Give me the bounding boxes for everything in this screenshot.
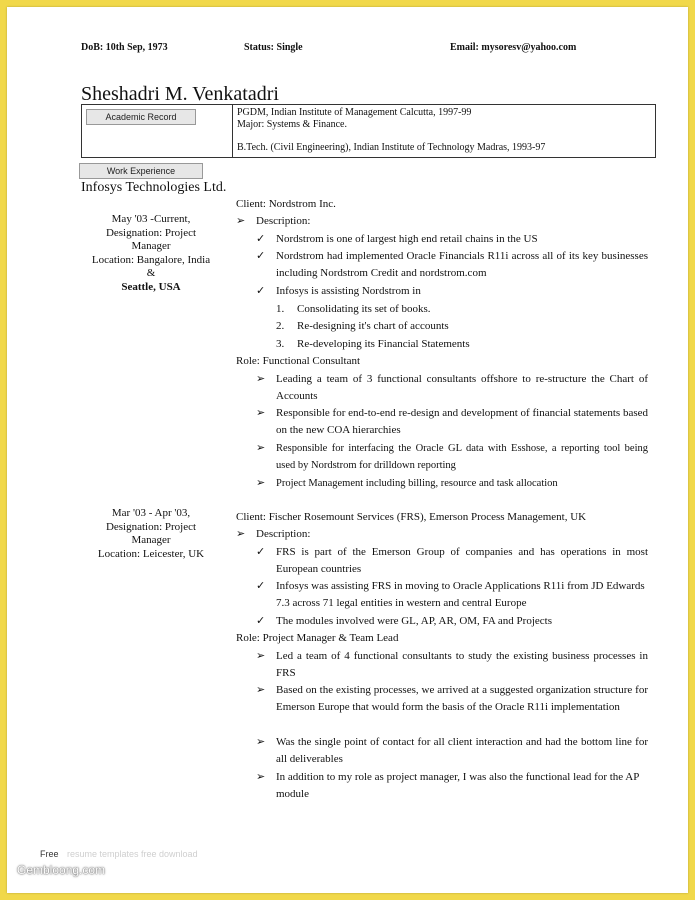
job1-numbered-3: Re-developing its Financial Statements [297, 338, 470, 350]
arrow-bullet-icon: ➢ [256, 442, 266, 454]
job2-summary [76, 507, 226, 561]
footer-page-marker: Free [40, 849, 59, 859]
job2-location: Location: Leicester, UK [97, 547, 205, 560]
job2-role-item-4: In addition to my role as project manager, I was also the functional lead for the AP module [276, 771, 639, 801]
company-name: Infosys Technologies Ltd. [81, 180, 227, 195]
email-text: Email: mysoresv@yahoo.com [450, 42, 577, 53]
job1-client: Client: Nordstrom Inc. [236, 198, 336, 210]
job1-role-item-2: Responsible for end-to-end re-design and development of financial statements based on the new COA hierarchies [276, 407, 648, 437]
job1-desc-item-2: Nordstrom had implemented Oracle Financials R11i across all of its key businesses including Nordstrom Credit and nordstrom.com [276, 250, 648, 280]
job2-desc-item-1: FRS is part of the Emerson Group of companies and has operations in most European countries [276, 546, 648, 576]
numbered-marker-3: 3. [276, 338, 285, 350]
job1-description-heading: Description: [256, 215, 311, 227]
arrow-bullet-icon: ➢ [256, 407, 266, 419]
work-experience-label: Work Experience [79, 163, 203, 179]
job1-summary [76, 213, 226, 294]
check-bullet-icon: ✓ [256, 580, 266, 592]
check-bullet-icon: ✓ [256, 546, 266, 558]
academic-record-label: Academic Record [86, 109, 196, 125]
arrow-bullet-icon: ➢ [236, 215, 246, 227]
job1-desc-item-3: Infosys is assisting Nordstrom in [276, 285, 421, 297]
job2-role-item-3: Was the single point of contact for all client interaction and had the bottom line for all deliverables [276, 736, 648, 766]
academic-divider [232, 105, 233, 157]
arrow-bullet-icon: ➢ [256, 650, 266, 662]
dob-text: DoB: 10th Sep, 1973 [81, 42, 168, 53]
arrow-bullet-icon: ➢ [256, 771, 266, 783]
job1-role: Role: Functional Consultant [236, 355, 361, 367]
numbered-marker-2: 2. [276, 320, 285, 332]
footer-faint-text: resume templates free download [67, 849, 198, 859]
arrow-bullet-icon: ➢ [256, 477, 266, 489]
edu-line-3: B.Tech. (Civil Engineering), Indian Institute of Technology Madras, 1993-97 [237, 142, 546, 153]
numbered-marker-1: 1. [276, 303, 285, 315]
arrow-bullet-icon: ➢ [256, 736, 266, 748]
job1-desc-item-1: Nordstrom is one of largest high end retail chains in the US [276, 233, 538, 245]
academic-record-box [81, 104, 656, 158]
job2-client: Client: Fischer Rosemount Services (FRS), Emerson Process Management, UK [236, 511, 587, 523]
check-bullet-icon: ✓ [256, 250, 266, 262]
job1-numbered-2: Re-designing it's chart of accounts [297, 320, 449, 332]
job1-location: Location: Bangalore, India [91, 253, 211, 266]
job2-role-item-1: Led a team of 4 functional consultants to study the existing business processes in FRS [276, 650, 648, 680]
job1-designation-2: Manager [131, 240, 171, 252]
job2-desc-item-2: Infosys was assisting FRS in moving to Oracle Applications R11i from JD Edwards 7.3 across 71 legal entities in western and central Europe [276, 580, 645, 610]
job1-numbered-1: Consolidating its set of books. [297, 303, 431, 315]
watermark-text: Gembloong.com [17, 863, 106, 877]
job1-location-2: Seattle, USA [121, 280, 181, 293]
job2-desc-item-3: The modules involved were GL, AP, AR, OM, FA and Projects [276, 615, 552, 627]
candidate-name: Sheshadri M. Venkatadri [81, 83, 279, 105]
check-bullet-icon: ✓ [256, 285, 266, 297]
job1-designation: Designation: Project [105, 226, 197, 239]
job1-dates: May '03 -Current, [111, 213, 191, 225]
job1-location-amp: & [146, 267, 156, 279]
job2-role-item-2: Based on the existing processes, we arrived at a suggested organization structure for Emerson Europe that would form the basis of the Oracle R11i implementation [276, 684, 648, 714]
job1-role-item-3: Responsible for interfacing the Oracle GL data with Esshose, a reporting tool being used by Nordstrom for drilldown reporting [276, 443, 648, 472]
edu-line-1: PGDM, Indian Institute of Management Calcutta, 1997-99 [237, 107, 472, 118]
resume-page [7, 7, 688, 893]
job1-role-item-1: Leading a team of 3 functional consultants offshore to re-structure the Chart of Accounts [276, 373, 648, 403]
job2-description-heading: Description: [256, 528, 311, 540]
job2-role: Role: Project Manager & Team Lead [236, 632, 399, 644]
job2-designation: Designation: Project [105, 520, 197, 533]
arrow-bullet-icon: ➢ [256, 684, 266, 696]
arrow-bullet-icon: ➢ [256, 373, 266, 385]
check-bullet-icon: ✓ [256, 615, 266, 627]
edu-line-2: Major: Systems & Finance. [237, 119, 347, 130]
job2-designation-2: Manager [131, 534, 171, 546]
check-bullet-icon: ✓ [256, 233, 266, 245]
arrow-bullet-icon: ➢ [236, 528, 246, 540]
job2-dates: Mar '03 - Apr '03, [111, 507, 191, 519]
status-text: Status: Single [244, 42, 303, 53]
job1-role-item-4: Project Management including billing, resource and task allocation [276, 478, 558, 489]
